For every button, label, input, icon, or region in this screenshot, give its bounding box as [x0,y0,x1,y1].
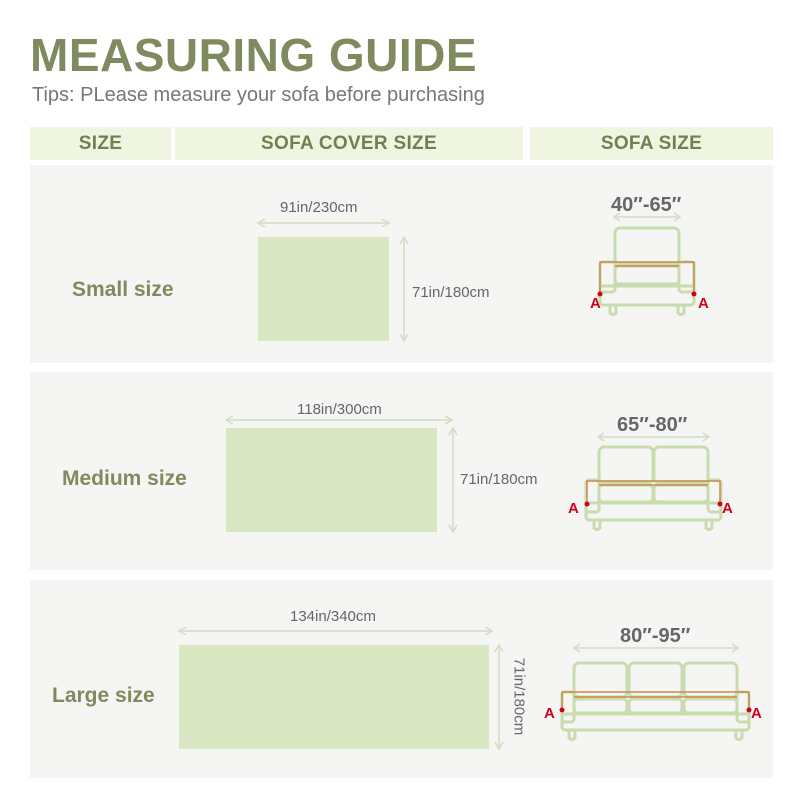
header-sofa-size: SOFA SIZE [530,127,773,160]
marker-a-large-right: A [751,705,762,722]
cover-width-large: 134in/340cm [290,608,376,625]
cover-height-large: 71in/180cm [510,657,528,736]
marker-a-small-right: A [698,295,709,312]
marker-a-small-left: A [590,295,601,312]
cover-height-small: 71in/180cm [412,284,490,301]
sofa-range-small: 40′′-65′′ [611,194,682,216]
header-sofa-cover-size: SOFA COVER SIZE [175,127,523,160]
page-subtitle: Tips: PLease measure your sofa before purchasing [32,84,485,106]
page-title: MEASURING GUIDE [30,29,478,81]
cover-height-medium: 71in/180cm [460,471,538,488]
size-label-medium: Medium size [62,467,187,490]
cover-width-medium: 118in/300cm [297,401,382,418]
cover-width-small: 91in/230cm [280,199,358,216]
sofa-range-medium: 65′′-80′′ [617,414,688,436]
header-size: SIZE [30,127,171,160]
marker-a-large-left: A [544,705,555,722]
size-label-small: Small size [72,278,174,301]
marker-a-medium-right: A [722,500,733,517]
size-label-large: Large size [52,684,155,707]
marker-a-medium-left: A [568,500,579,517]
sofa-range-large: 80′′-95′′ [620,625,691,647]
